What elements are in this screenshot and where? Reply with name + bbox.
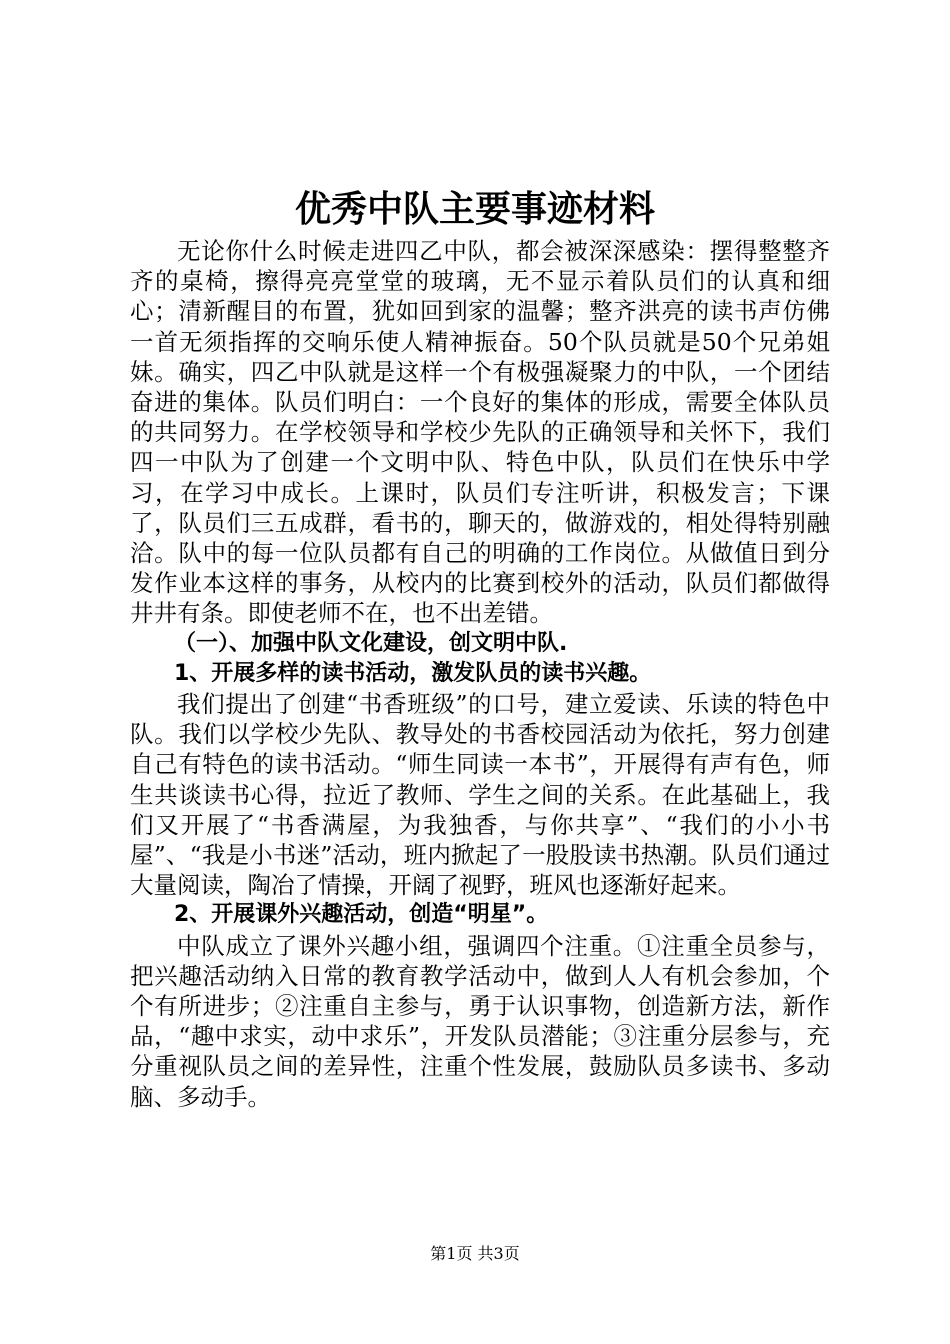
paragraph-reading: 我们提出了创建“书香班级”的口号，建立爱读、乐读的特色中队。我们以学校少先队、教导处的书香校园活动为依托，努力创建自己有特色的读书活动。“师生同读一本书”，开展得有声有色，师生共谈读书心得，拉近了教师、学生之间的关系。在此基础上，我们又开展了“书香满屋，为我独香，与你共享”、“我们的小小书屋”、“我是小书迷”活动，班内掀起了一股股读书热潮。队员们通过大量阅读，陶冶了情操，开阔了视野，班风也逐渐好起来。	[130, 690, 830, 900]
section-heading-1: （一）、加强中队文化建设，创文明中队.	[174, 630, 568, 656]
subsection-heading-reading: 1、开展多样的读书活动，激发队员的读书兴趣。	[174, 660, 652, 686]
page-footer: 第1页 共3页	[430, 1244, 520, 1263]
document-body	[130, 236, 830, 1112]
document-title: 优秀中队主要事迹材料	[294, 188, 655, 230]
subsection-heading-activities: 2、开展课外兴趣活动，创造“明星”。	[174, 902, 549, 928]
paragraph-activities: 中队成立了课外兴趣小组，强调四个注重。①注重全员参与，把兴趣活动纳入日常的教育教学活动中，做到人人有机会参加，个个有所进步；②注重自主参与，勇于认识事物，创造新方法，新作品，“趣中求实，动中求乐”，开发队员潜能；③注重分层参与，充分重视队员之间的差异性，注重个性发展，鼓励队员多读书、多动脑、多动手。	[130, 931, 830, 1111]
paragraph-intro: 无论你什么时候走进四乙中队，都会被深深感染：摆得整整齐齐的桌椅，擦得亮亮堂堂的玻璃，无不显示着队员们的认真和细心；清新醒目的布置，犹如回到家的温馨；整齐洪亮的读书声仿佛一首无须指挥的交响乐使人精神振奋。50个队员就是50个兄弟姐妹。确实，四乙中队就是这样一个有极强凝聚力的中队，一个团结奋进的集体。队员们明白：一个良好的集体的形成，需要全体队员的共同努力。在学校领导和学校少先队的正确领导和关怀下，我们四一中队为了创建一个文明中队、特色中队，队员们在快乐中学习，在学习中成长。上课时，队员们专注听讲，积极发言；下课了，队员们三五成群，看书的，聊天的，做游戏的，相处得特别融洽。队中的每一位队员都有自己的明确的工作岗位。从做值日到分发作业本这样的事务，从校内的比赛到校外的活动，队员们都做得井井有条。即使老师不在，也不出差错。	[130, 237, 830, 628]
